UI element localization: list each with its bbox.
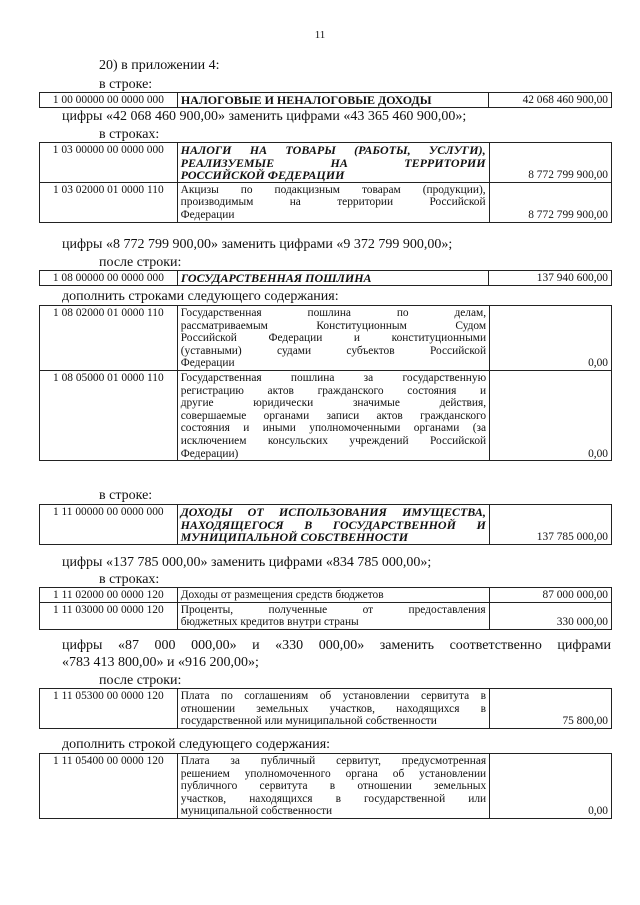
- name-line: НАЛОГИ НА ТОВАРЫ (РАБОТЫ, УСЛУГИ),: [180, 143, 486, 157]
- amount-cell: 42 068 460 900,00: [489, 93, 612, 108]
- code-cell: 1 11 02000 00 0000 120: [40, 588, 178, 603]
- name-line: отношении земельных участков, находящихся в: [180, 702, 486, 715]
- table-property-income: [39, 504, 612, 545]
- table-tax-revenues: [39, 92, 612, 108]
- code-cell: 1 03 02000 01 0000 110: [40, 182, 178, 222]
- add-instruction: дополнить строкой следующего содержания:: [62, 737, 331, 752]
- name-line: государственной или муниципальной собственности: [180, 715, 437, 728]
- table-servitude-agreements: [39, 688, 612, 729]
- amount-cell: 0,00: [490, 306, 612, 371]
- code-cell: 1 11 00000 00 0000 000: [40, 505, 178, 545]
- table-row: [40, 754, 612, 819]
- name-line: решением уполномоченного органа об установлении: [180, 767, 487, 780]
- name-cell: [177, 306, 489, 371]
- code-cell: 1 08 00000 00 0000 000: [40, 271, 178, 286]
- name-line: НАХОДЯЩЕГОСЯ В ГОСУДАРСТВЕННОЙ И: [180, 517, 486, 532]
- name-line: Государственная пошлина по делам,: [180, 307, 487, 319]
- code-cell: 1 11 03000 00 0000 120: [40, 602, 178, 629]
- name-cell: НАЛОГОВЫЕ И НЕНАЛОГОВЫЕ ДОХОДЫ: [177, 93, 488, 108]
- name-line: Федерации: [180, 357, 235, 370]
- name-line: Российской Федерации и конституционными: [180, 332, 487, 345]
- amount-cell: 0,00: [490, 754, 612, 819]
- replace-instruction: цифры «8 772 799 900,00» заменить цифрами «9 372 799 900,00»;: [62, 237, 453, 252]
- name-line: МУНИЦИПАЛЬНОЙ СОБСТВЕННОСТИ: [180, 530, 409, 545]
- label-after-row: после строки:: [99, 673, 182, 688]
- table-row: [40, 182, 612, 222]
- amount-cell: 330 000,00: [489, 602, 611, 629]
- table-duty-rows: [39, 305, 612, 461]
- name-line: публичного сервитута в отношении земельных: [180, 780, 487, 793]
- code-cell: 1 00 00000 00 0000 000: [40, 93, 178, 108]
- code-cell: 1 03 00000 00 0000 000: [40, 143, 178, 183]
- name-line: (уставными) судами субъектов Российской: [180, 344, 487, 357]
- name-line: Проценты, полученные от предоставления: [180, 603, 486, 616]
- name-cell: [177, 370, 489, 460]
- name-line: РОССИЙСКОЙ ФЕДЕРАЦИИ: [180, 168, 345, 183]
- section-intro: 20) в приложении 4:: [99, 58, 220, 73]
- name-cell: [177, 588, 489, 603]
- replace-instruction-line-1: цифры «87 000 000,00» и «330 000,00» заменить соответственно цифрами: [62, 638, 611, 653]
- name-line: состояния и иными уполномоченными органами (за: [180, 422, 487, 435]
- table-row: [40, 143, 612, 183]
- code-cell: 1 08 02000 01 0000 110: [40, 306, 178, 371]
- name-line: участков, находящихся в государственной или: [180, 792, 487, 805]
- code-cell: 1 08 05000 01 0000 110: [40, 370, 178, 460]
- name-cell: [177, 602, 489, 629]
- label-in-row: в строке:: [99, 77, 153, 92]
- amount-cell: 87 000 000,00: [489, 588, 611, 603]
- table-row: [40, 306, 612, 371]
- name-cell: [177, 505, 489, 545]
- table-row: [40, 602, 612, 629]
- name-line: совершаемые органами записи актов гражданского: [180, 409, 487, 422]
- name-line: РЕАЛИЗУЕМЫЕ НА ТЕРРИТОРИИ: [180, 155, 486, 170]
- name-line: другие юридически значимые действия,: [180, 397, 487, 410]
- table-budget-funds: [39, 587, 612, 630]
- name-cell: [177, 182, 489, 222]
- code-cell: 1 11 05300 00 0000 120: [40, 689, 178, 729]
- name-line: ДОХОДЫ ОТ ИСПОЛЬЗОВАНИЯ ИМУЩЕСТВА,: [180, 505, 486, 519]
- name-line: Акцизы по подакцизным товарам (продукции),: [180, 183, 486, 196]
- name-cell: [177, 143, 489, 183]
- replace-instruction-line-2: «783 413 800,00» и «916 200,00»;: [62, 655, 259, 670]
- name-line: регистрацию актов гражданского состояния и: [180, 384, 487, 397]
- name-line: бюджетных кредитов внутри страны: [180, 616, 359, 629]
- name-cell: ГОСУДАРСТВЕННАЯ ПОШЛИНА: [177, 271, 489, 286]
- replace-instruction: цифры «137 785 000,00» заменить цифрами «834 785 000,00»;: [62, 555, 432, 570]
- table-goods-taxes: [39, 142, 612, 223]
- name-line: муниципальной собственности: [180, 805, 333, 818]
- amount-cell: 8 772 799 900,00: [489, 143, 611, 183]
- name-line: Плата по соглашениям об установлении сервитута в: [180, 690, 486, 702]
- name-line: рассматриваемым Конституционным Судом: [180, 319, 487, 332]
- table-public-servitude: [39, 753, 612, 819]
- name-line: Федерации): [180, 447, 239, 460]
- table-row: [40, 271, 612, 286]
- amount-cell: 8 772 799 900,00: [489, 182, 611, 222]
- name-line: Доходы от размещения средств бюджетов: [180, 589, 384, 601]
- table-row: [40, 588, 612, 603]
- table-row: [40, 93, 612, 108]
- name-cell: [177, 754, 489, 819]
- name-line: Федерации: [180, 208, 235, 221]
- label-after-row: после строки:: [99, 255, 182, 270]
- code-cell: 1 11 05400 00 0000 120: [40, 754, 178, 819]
- name-line: Государственная пошлина за государственную: [180, 371, 487, 384]
- amount-cell: 0,00: [490, 370, 612, 460]
- name-line: Плата за публичный сервитут, предусмотренная: [180, 755, 487, 767]
- label-in-rows: в строках:: [99, 572, 160, 587]
- name-line: исключением консульских учреждений Российской: [180, 434, 487, 447]
- amount-cell: 137 785 000,00: [489, 505, 611, 545]
- add-instruction: дополнить строками следующего содержания:: [62, 289, 339, 304]
- label-in-rows: в строках:: [99, 127, 160, 142]
- name-line: производимым на территории Российской: [180, 196, 486, 209]
- table-row: [40, 505, 612, 545]
- table-row: [40, 689, 612, 729]
- amount-cell: 137 940 600,00: [489, 271, 612, 286]
- amount-cell: 75 800,00: [489, 689, 611, 729]
- name-cell: [177, 689, 489, 729]
- label-in-row: в строке:: [99, 488, 153, 503]
- table-row: [40, 370, 612, 460]
- table-state-duty: [39, 270, 612, 286]
- replace-instruction: цифры «42 068 460 900,00» заменить цифрами «43 365 460 900,00»;: [62, 109, 467, 124]
- page-number: 11: [314, 29, 326, 41]
